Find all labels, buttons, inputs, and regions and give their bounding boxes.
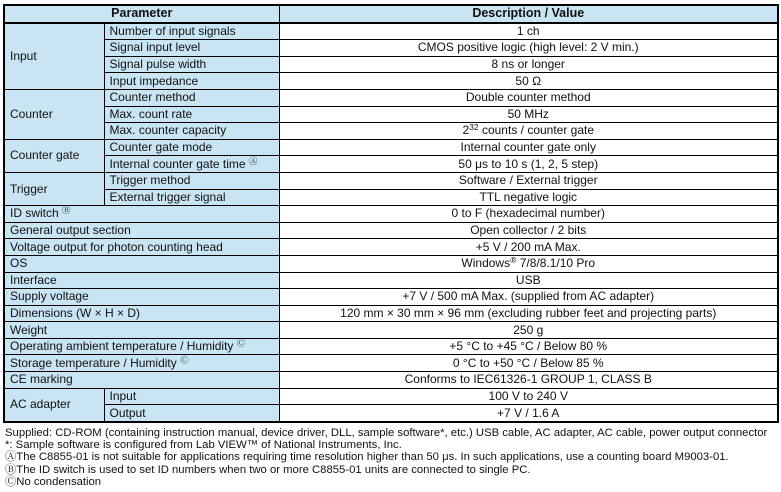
param-label: Input impedance [109,73,199,88]
value-cell [279,372,778,389]
param-label: ID switch [10,206,59,221]
param-cell [4,338,279,355]
param-cell [4,239,279,256]
value-cell [279,89,778,106]
param-label: Number of input signals [109,23,236,38]
value-text: counts / counter gate [478,123,595,138]
value-text: Conforms to IEC61326-1 GROUP 1, CLASS B [404,372,652,387]
footnote-mark: Ⓐ [248,155,258,166]
param-label: Max. count rate [109,106,193,121]
spec-table [3,4,779,423]
table-row [4,23,778,40]
param-cell [104,405,279,422]
param-cell [4,322,279,339]
value-cell [279,189,778,206]
footnote-mark: Ⓑ [62,205,71,216]
value-cell [279,56,778,73]
value-cell [279,123,778,140]
param-cell [104,139,279,156]
group-cell: Input [4,23,104,90]
table-row [4,239,778,256]
value-text: Double counter method [465,90,591,105]
param-label: Weight [10,322,48,337]
param-cell [4,272,279,289]
value-text: 50 Ω [515,73,542,88]
param-label: Operating ambient temperature / Humidity [10,339,234,354]
footnote-mark: Ⓒ [236,338,246,349]
value-cell [279,355,778,372]
value-cell [279,338,778,355]
value-cell [279,289,778,306]
param-label: Supply voltage [10,289,89,304]
footnote-line: Supplied: CD-ROM (containing instruction manual, device driver, DLL, sample software*, etc.) USB cable, AC adapter, AC cable, power output connector [5,426,768,439]
value-cell [279,222,778,239]
table-row [4,322,778,339]
table-row [4,189,778,206]
value-text: CMOS positive logic (high level: 2 V min.) [417,40,639,55]
value-text: Open collector / 2 bits [470,223,587,238]
value-text: TTL negative logic [479,189,578,204]
group-cell: Trigger [4,172,104,205]
value-cell [279,156,778,173]
table-row [4,106,778,123]
param-cell [104,73,279,90]
param-label: Trigger method [109,173,191,188]
param-label: Output [109,405,146,420]
param-label: Interface [10,272,57,287]
table-row [4,372,778,389]
value-cell [279,405,778,422]
param-label: Input [109,388,137,403]
param-label: Signal input level [109,40,201,55]
footnote-line: *: Sample software is configured from Lab VIEW™ of National Instruments, Inc. [5,439,402,452]
footnote-line: ⒶThe C8855-01 is not suitable for applications requiring time resolution higher than 50 μs. In such applications, use a counting board M9003-01. [5,451,729,464]
param-cell [4,372,279,389]
table-row [4,222,778,239]
table-row [4,156,778,173]
footnotes [5,427,778,488]
value-text: 50 μs to 10 s (1, 2, 5 step) [458,156,599,171]
param-cell [104,40,279,57]
param-cell [104,189,279,206]
value-text: Software / External trigger [458,173,598,188]
value-text: 0 to F (hexadecimal number) [451,206,605,221]
table-row [4,89,778,106]
param-cell [104,156,279,173]
param-cell [104,172,279,189]
footnote-line: ⒸNo condensation [5,476,102,489]
value-cell [279,172,778,189]
value-text: 50 MHz [507,106,549,121]
param-label: Counter gate mode [109,140,213,155]
table-row [4,405,778,422]
value-cell [279,23,778,40]
param-label: External trigger signal [109,189,226,204]
param-cell [104,388,279,405]
header-row [4,5,778,23]
value-text: 8 ns or longer [491,57,565,72]
footnote-mark: Ⓒ [180,354,189,365]
table-row [4,338,778,355]
group-cell: Counter [4,89,104,139]
value-cell [279,272,778,289]
value-text: 1 ch [516,23,540,38]
param-cell [104,106,279,123]
param-label: CE marking [10,372,73,387]
value-text: 0 °C to +50 °C / Below 85 % [452,355,604,370]
param-label: OS [10,256,28,271]
group-cell: AC adapter [4,388,104,422]
param-cell [104,89,279,106]
param-label: Dimensions (W × H × D) [10,305,141,320]
group-cell: Counter gate [4,139,104,172]
table-row [4,289,778,306]
param-cell [4,289,279,306]
value-cell [279,239,778,256]
table-row [4,123,778,140]
table-row [4,388,778,405]
table-row [4,40,778,57]
table-row [4,56,778,73]
value-text: 7/8/8.1/10 Pro [516,256,596,271]
value-cell [279,388,778,405]
table-row [4,139,778,156]
value-text: 100 V to 240 V [488,388,568,403]
value-text: Internal counter gate only [460,140,596,155]
value-cell [279,206,778,223]
value-text: +5 V / 200 mA Max. [475,239,581,254]
value-cell [279,40,778,57]
table-row [4,255,778,272]
value-text: +5 °C to +45 °C / Below 80 % [449,339,608,354]
value-cell [279,255,778,272]
table-row [4,272,778,289]
value-cell [279,106,778,123]
table-row [4,172,778,189]
spec-table-body [4,23,778,422]
value-cell [279,73,778,90]
value-cell [279,305,778,322]
param-cell [4,305,279,322]
value-text: USB [515,272,541,287]
value-text: 120 mm × 30 mm × 96 mm (excluding rubber feet and projecting parts) [340,305,717,320]
value-text: +7 V / 500 mA Max. (supplied from AC adapter) [402,289,655,304]
param-label: Max. counter capacity [109,123,227,138]
value-superscript: ® [510,255,517,266]
param-label: Voltage output for photon counting head [10,239,223,254]
value-column-header: Description / Value [279,5,778,23]
value-text: +7 V / 1.6 A [497,405,560,420]
table-row [4,305,778,322]
param-cell [4,355,279,372]
footnote-line: ⒷThe ID switch is used to set ID numbers when two or more C8855-01 units are connected to single PC. [5,463,531,476]
param-cell [4,206,279,223]
param-label: Internal counter gate time [109,156,246,171]
value-text: 250 g [513,322,544,337]
parameter-column-header: Parameter [4,5,279,23]
table-row [4,206,778,223]
param-cell [104,23,279,40]
value-cell [279,322,778,339]
param-label: Signal pulse width [109,57,207,72]
value-text: Windows [461,256,511,271]
table-row [4,355,778,372]
value-text: 2 [462,123,470,138]
param-cell [4,222,279,239]
param-label: Storage temperature / Humidity [10,355,177,370]
value-superscript: 32 [469,122,479,133]
param-cell [4,255,279,272]
param-cell [104,123,279,140]
param-cell [104,56,279,73]
value-cell [279,139,778,156]
param-label: General output section [10,223,131,238]
param-label: Counter method [109,90,196,105]
table-row [4,73,778,90]
